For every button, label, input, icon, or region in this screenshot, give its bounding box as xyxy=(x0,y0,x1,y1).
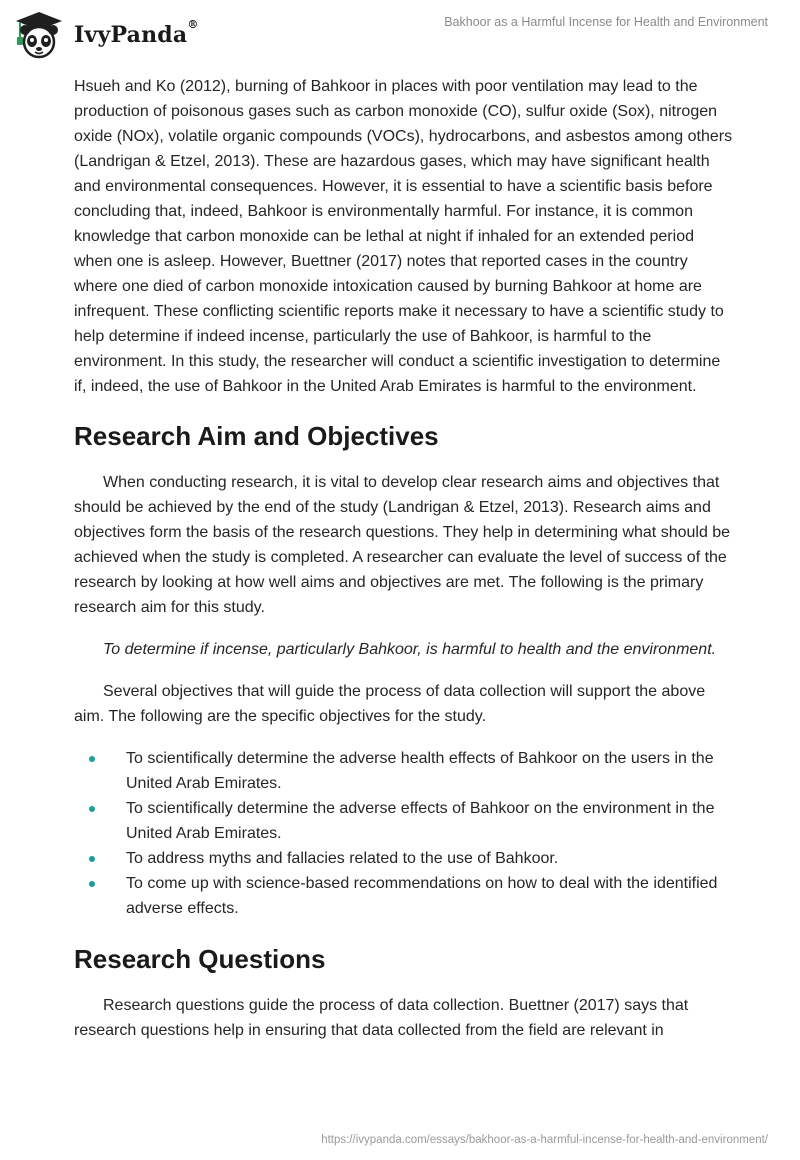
essay-content xyxy=(74,74,734,1043)
objective-text: To scientifically determine the adverse health effects of Bahkoor on the users in the United Arab Emirates. xyxy=(126,750,714,792)
paragraph-intro: Hsueh and Ko (2012), burning of Bahkoor in places with poor ventilation may lead to the production of poisonous gases such as carbon monoxide (CO), sulfur oxide (Sox), nitrogen oxide (NOx), volatile organic compounds (VOCs), hydrocarbons, and asbestos among others (Landrigan & Etzel, 2013). These are hazardous gases, which may have significant health and environmental consequences. However, it is essential to have a scientific basis before concluding that, indeed, Bahkoor is environmentally harmful. For instance, it is common knowledge that carbon monoxide can be lethal at night if inhaled for an extended period when one is asleep. However, Buettner (2017) notes that reported cases in the country where one died of carbon monoxide intoxication caused by burning Bahkoor at home are infrequent. These conflicting scientific reports make it necessary to have a scientific study to help determine if indeed incense, particularly the use of Bahkoor, is harmful to the environment. In this study, the researcher will conduct a scientific investigation to determine if, indeed, the use of Bahkoor in the United Arab Emirates is harmful to the environment. xyxy=(74,78,733,395)
page-header xyxy=(0,0,800,70)
list-item xyxy=(74,846,734,871)
document-title: Bakhoor as a Harmful Incense for Health and Environment xyxy=(444,15,768,29)
objective-text: To address myths and fallacies related to the use of Bahkoor. xyxy=(126,850,559,867)
brand-name xyxy=(74,18,199,48)
heading-research-questions: Research Questions xyxy=(74,944,326,974)
bullet-dot xyxy=(89,806,95,812)
paragraph-aims: When conducting research, it is vital to develop clear research aims and objectives that should be achieved by the end of the study (Landrigan & Etzel, 2013). Research aims and objectives form the basis of the research questions. They help in determining what should be achieved when the study is completed. A researcher can evaluate the level of success of the research by looking at how well aims and objectives are met. The following is the primary research aim for this study. xyxy=(74,474,731,616)
source-url-link[interactable]: https://ivypanda.com/essays/bakhoor-as-a-harmful-incense-for-health-and-environment/ xyxy=(321,1134,768,1146)
paragraph-objectives-intro: Several objectives that will guide the process of data collection will support the above aim. The following are the specific objectives for the study. xyxy=(74,683,706,725)
list-item xyxy=(74,871,734,921)
objective-text: To scientifically determine the adverse effects of Bahkoor on the environment in the United Arab Emirates. xyxy=(126,800,715,842)
list-item xyxy=(74,746,734,796)
heading-research-aims: Research Aim and Objectives xyxy=(74,421,439,451)
primary-aim: To determine if incense, particularly Bahkoor, is harmful to health and the environment. xyxy=(103,641,717,658)
ivypanda-logo[interactable] xyxy=(12,8,199,62)
panda-graduate-icon xyxy=(12,8,66,62)
paragraph-questions: Research questions guide the process of data collection. Buettner (2017) says that research questions help in ensuring that data collected from the field are relevant in xyxy=(74,997,689,1039)
bullet-dot xyxy=(89,756,95,762)
registered-mark: ® xyxy=(187,18,199,31)
brand-text: IvyPanda xyxy=(74,22,188,48)
list-item xyxy=(74,796,734,846)
bullet-dot xyxy=(89,856,95,862)
objective-text: To come up with science-based recommendations on how to deal with the identified adverse effects. xyxy=(126,875,718,917)
objectives-list xyxy=(74,746,734,921)
bullet-dot xyxy=(89,881,95,887)
